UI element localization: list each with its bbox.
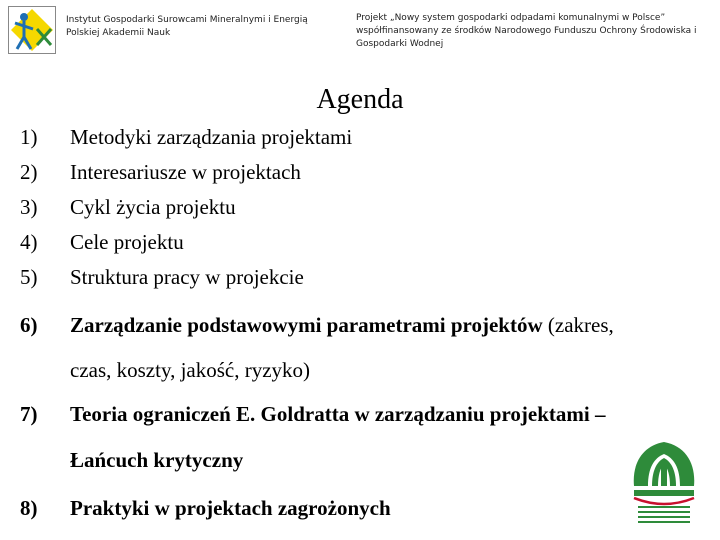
item-text: Metodyki zarządzania projektami (70, 125, 353, 149)
item-text: Praktyki w projektach zagrożonych (70, 496, 391, 520)
item-text-bold: Zarządzanie podstawowymi parametrami projektów (70, 313, 543, 337)
item-text: Struktura pracy w projekcie (70, 265, 304, 289)
item-text: Interesariusze w projektach (70, 160, 301, 184)
item-text-continued: Łańcuch krytyczny (70, 448, 244, 472)
item-number: 2) (20, 160, 38, 184)
institute-logo (8, 6, 56, 54)
nfosigw-logo (628, 438, 700, 528)
project-info: Projekt „Nowy system gospodarki odpadami komunalnymi w Polsce” współfinansowany ze środków Narodowego Funduszu Ochrony Środowiska i Gospodarki Wodnej (356, 13, 697, 49)
item-text (70, 313, 614, 338)
item-number: 5) (20, 265, 38, 289)
slide-title: Agenda (316, 84, 404, 115)
institute-name: Instytut Gospodarki Surowcami Mineralnymi i Energią Polskiej Akademii Nauk (66, 15, 308, 38)
item-number: 3) (20, 195, 38, 219)
item-number: 4) (20, 230, 38, 254)
institute-logo-icon (9, 7, 55, 53)
item-text: Cele projektu (70, 230, 184, 254)
slide-header (0, 0, 720, 64)
item-text: Cykl życia projektu (70, 195, 236, 219)
item-number: 6) (20, 313, 38, 337)
nfosigw-logo-icon (628, 438, 700, 528)
item-number: 8) (20, 496, 38, 520)
item-number: 7) (20, 402, 38, 426)
item-text-continued: czas, koszty, jakość, ryzyko) (70, 358, 311, 382)
item-text: Teoria ograniczeń E. Goldratta w zarządzaniu projektami – (70, 402, 606, 426)
item-number: 1) (20, 125, 38, 149)
item-text-rest: (zakres, (542, 313, 614, 337)
